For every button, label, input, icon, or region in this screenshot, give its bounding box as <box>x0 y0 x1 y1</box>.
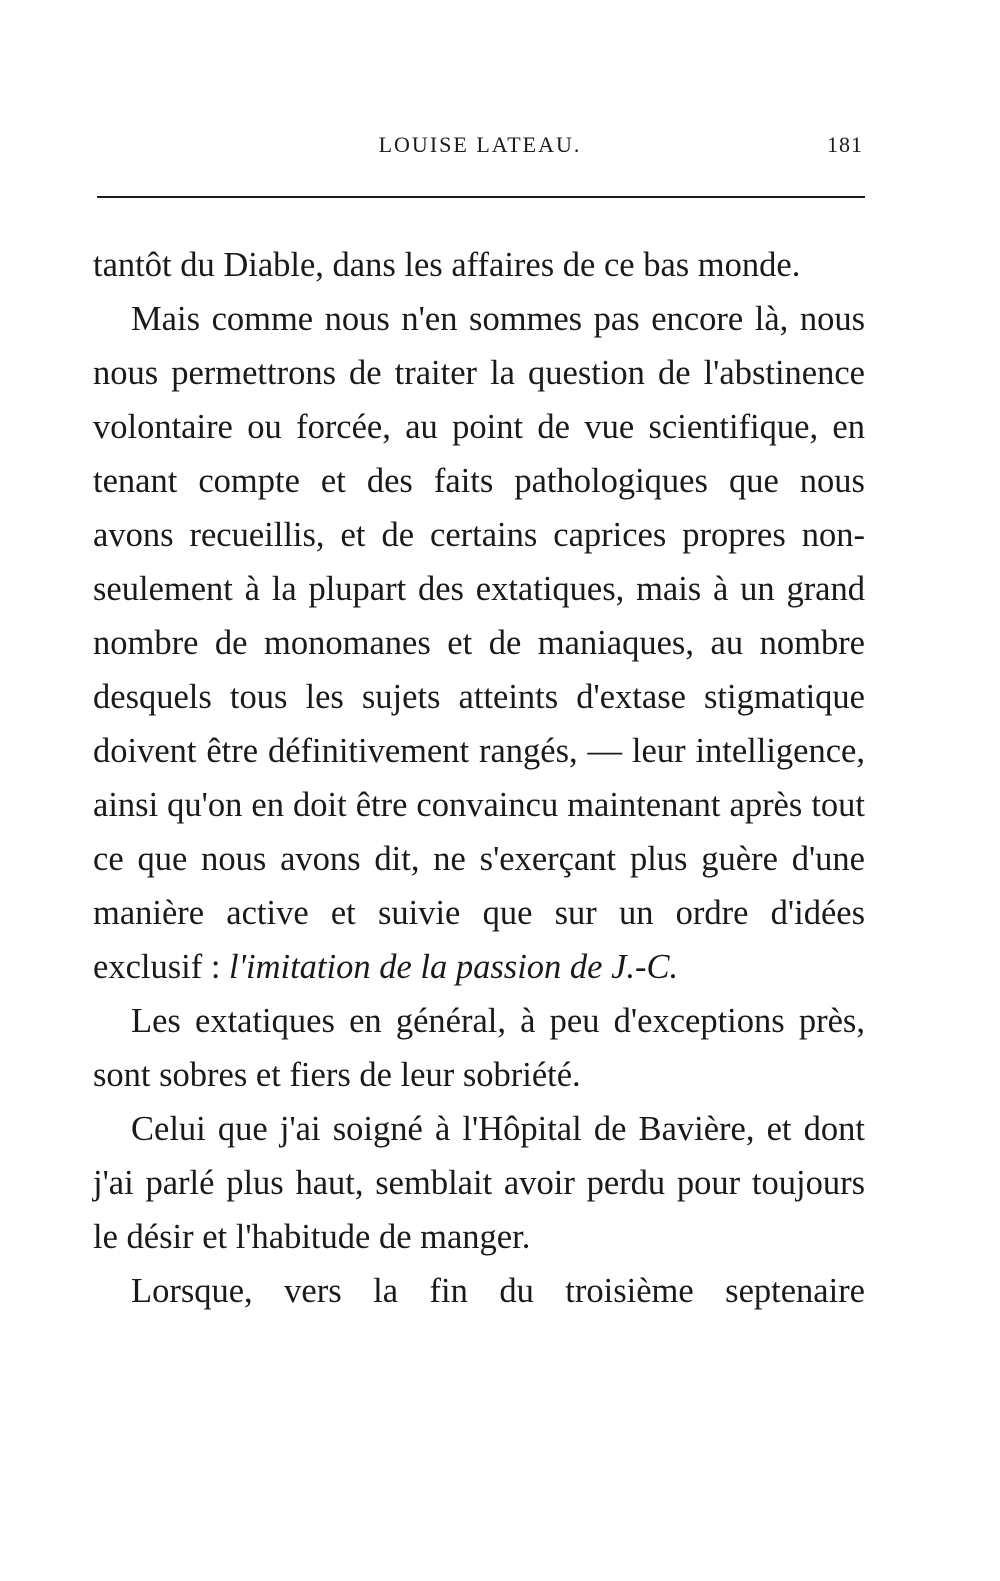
running-head-title: LOUISE LATEAU. <box>378 132 582 157</box>
paragraph-continued <box>93 238 865 292</box>
paragraph-text: Celui que j'ai soigné à l'Hôpital de Bavière, et dont j'ai parlé plus haut, semblait avoir perdu pour toujours le désir et l'habitude de manger. <box>93 1110 865 1256</box>
paragraph <box>93 994 865 1102</box>
body-text <box>93 238 865 1318</box>
header-rule <box>97 196 865 198</box>
paragraph-text: Mais comme nous n'en sommes pas encore là, nous nous permettrons de traiter la question de l'abstinence volontaire ou forcée, au point de vue scientifique, en tenant compte et des faits pathologiques que nous avons recueillis, et de certains caprices propres non-seulement à la plupart des extatiques, mais à un grand nombre de monomanes et de maniaques, au nombre desquels tous les sujets atteints d'extase stigmatique doivent être définitivement rangés, — leur intelligence, ainsi qu'on en doit être convaincu maintenant après tout ce que nous avons dit, ne s'exerçant plus guère d'une manière active et suivie que sur un ordre d'idées exclusif : <box>93 300 865 986</box>
paragraph-text: Lorsque, vers la fin du troisième septenaire <box>131 1272 865 1310</box>
paragraph <box>93 1102 865 1264</box>
paragraph-text: Les extatiques en général, à peu d'exceptions près, sont sobres et fiers de leur sobriété. <box>93 1002 865 1094</box>
paragraph <box>93 292 865 994</box>
running-head <box>95 132 865 162</box>
paragraph-text: tantôt du Diable, dans les affaires de ce bas monde. <box>93 246 801 284</box>
page-number: 181 <box>827 132 863 157</box>
italic-quote: l'imitation de la passion de J.-C. <box>229 948 679 986</box>
paragraph-truncated <box>93 1264 865 1318</box>
